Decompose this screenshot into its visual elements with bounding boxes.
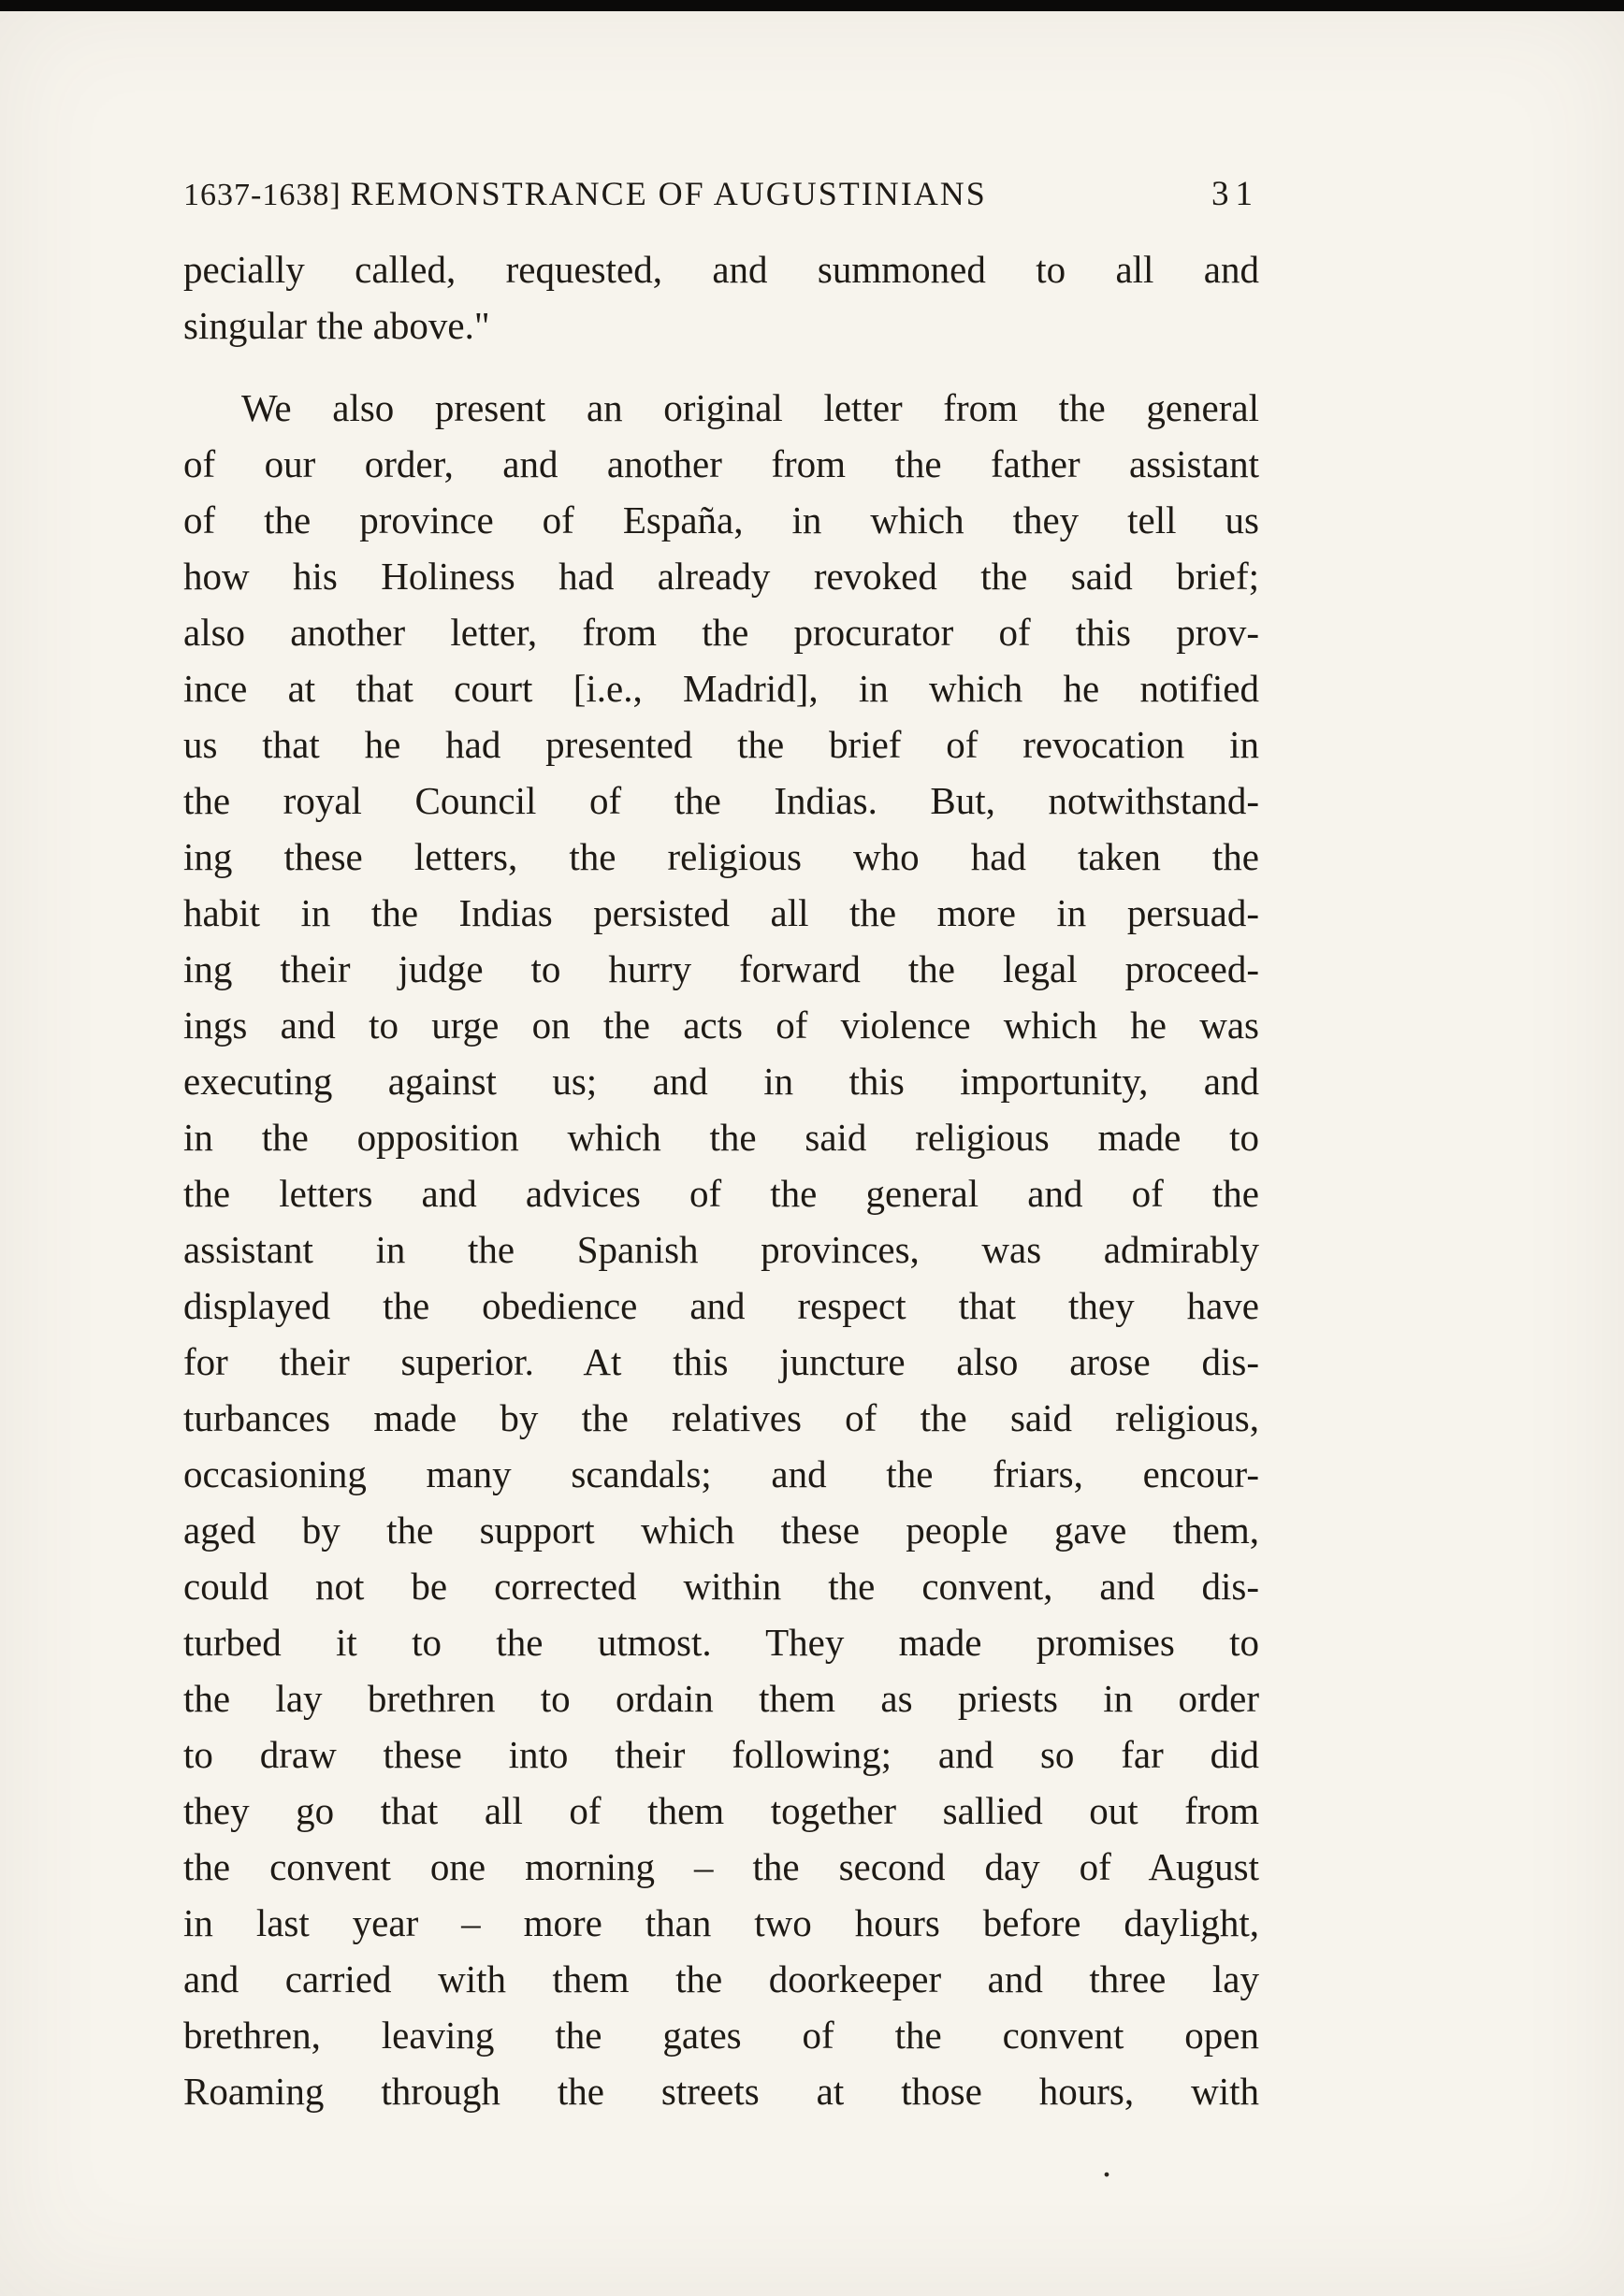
header-page-number: 31 <box>1211 175 1259 213</box>
text-line: how his Holiness had already revoked the said brief; <box>183 555 1259 598</box>
text-line: occasioning many scandals; and the friars, encour- <box>183 1452 1259 1495</box>
text-line: Roaming through the streets at those hours, with <box>183 2070 1259 2113</box>
header-date-range: 1637-1638] <box>183 178 341 212</box>
text-line: ings and to urge on the acts of violence which he was <box>183 1004 1259 1047</box>
text-line: ince at that court [i.e., Madrid], in which he notified <box>183 667 1259 710</box>
scan-speck: . <box>1102 2143 1111 2185</box>
text-line: could not be corrected within the convent, and dis- <box>183 1565 1259 1608</box>
text-line: singular the above." <box>183 304 490 347</box>
text-line: displayed the obedience and respect that they have <box>183 1284 1259 1327</box>
text-line: also another letter, from the procurator of this prov- <box>183 611 1259 654</box>
text-line: the lay brethren to ordain them as priests in order <box>183 1677 1259 1720</box>
text-line: ing these letters, the religious who had taken the <box>183 835 1259 878</box>
text-line: of our order, and another from the father assistant <box>183 442 1259 485</box>
text-line: in last year – more than two hours before daylight, <box>183 1901 1259 1944</box>
text-line: assistant in the Spanish provinces, was admirably <box>183 1228 1259 1271</box>
paragraph <box>183 380 1259 2119</box>
text-line: to draw these into their following; and so far did <box>183 1733 1259 1776</box>
text-line: aged by the support which these people gave them, <box>183 1509 1259 1552</box>
text-line: turbed it to the utmost. They made promises to <box>183 1621 1259 1664</box>
page-header <box>183 174 1259 214</box>
text-line: the letters and advices of the general and of the <box>183 1172 1259 1215</box>
text-line: and carried with them the doorkeeper and three lay <box>183 1957 1259 2000</box>
text-line: ing their judge to hurry forward the legal proceed- <box>183 947 1259 990</box>
text-block <box>183 241 1259 2119</box>
text-line: brethren, leaving the gates of the convent open <box>183 2014 1259 2057</box>
text-line: executing against us; and in this importunity, and <box>183 1060 1259 1103</box>
text-line: the convent one morning – the second day of August <box>183 1845 1259 1888</box>
text-line: us that he had presented the brief of revocation in <box>183 723 1259 766</box>
text-line: We also present an original letter from the general <box>241 386 1259 429</box>
header-title: REMONSTRANCE OF AUGUSTINIANS <box>350 175 987 212</box>
scan-artifact-top-bar <box>0 0 1624 11</box>
text-line: of the province of España, in which they tell us <box>183 498 1259 542</box>
text-line: for their superior. At this juncture also arose dis- <box>183 1340 1259 1383</box>
text-line: the royal Council of the Indias. But, notwithstand- <box>183 779 1259 822</box>
text-line: in the opposition which the said religious made to <box>183 1116 1259 1159</box>
text-line: habit in the Indias persisted all the more in persuad- <box>183 891 1259 934</box>
paragraph <box>183 241 1259 354</box>
text-line: pecially called, requested, and summoned to all and <box>183 248 1259 291</box>
text-line: turbances made by the relatives of the said religious, <box>183 1396 1259 1439</box>
text-line: they go that all of them together sallied out from <box>183 1789 1259 1832</box>
